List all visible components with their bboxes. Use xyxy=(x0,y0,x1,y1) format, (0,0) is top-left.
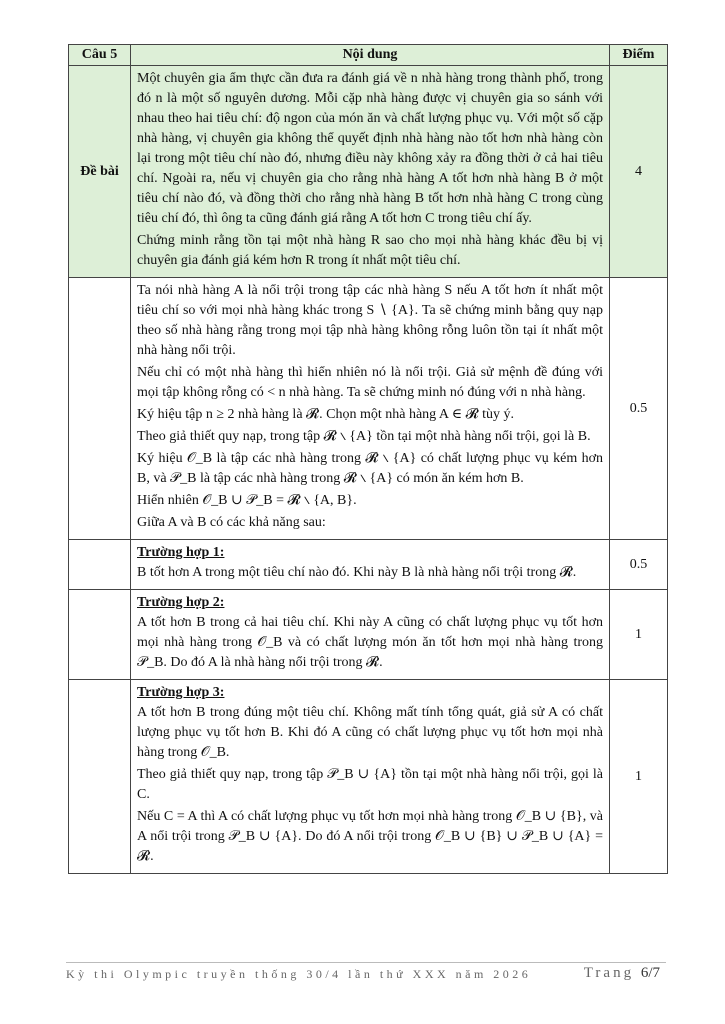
case3-paragraph-3: Nếu C = A thì A có chất lượng phục vụ tốt hơn mọi nhà hàng trong 𝒪_B ∪ {B}, và A nổi trội trong 𝒫_B ∪ {A}. Do đó A nổi trội trong 𝒪_B ∪ {B} ∪ 𝒫_B ∪ {A} = 𝓡. xyxy=(137,809,603,864)
problem-points: 4 xyxy=(610,66,668,278)
table-header-row xyxy=(69,45,668,66)
problem-statement xyxy=(131,66,610,278)
setup-content xyxy=(131,278,610,540)
setup-row xyxy=(69,278,668,540)
solution-table xyxy=(68,44,668,874)
case1-title: Trường hợp 1: xyxy=(137,545,225,560)
case2-row xyxy=(69,590,668,680)
setup-paragraph-1: Ta nói nhà hàng A là nổi trội trong tập các nhà hàng S nếu A tốt hơn ít nhất một tiêu chí so với mọi nhà hàng khác trong S ∖ {A}. Ta sẽ chứng minh bằng quy nạp theo số nhà hàng rằng trong mọi tập nhà hàng không rỗng luôn tồn tại ít nhất một nhà hàng nổi trội. xyxy=(137,283,603,358)
setup-paragraph-7: Giữa A và B có các khả năng sau: xyxy=(137,515,326,530)
page-indicator xyxy=(584,965,660,982)
case1-content xyxy=(131,540,610,590)
case2-content xyxy=(131,590,610,680)
case1-points: 0.5 xyxy=(610,540,668,590)
problem-row xyxy=(69,66,668,278)
case2-title: Trường hợp 2: xyxy=(137,595,225,610)
problem-paragraph-2: Chứng minh rằng tồn tại một nhà hàng R sao cho mọi nhà hàng khác đều bị vị chuyên gia đánh giá kém hơn R trong ít nhất một tiêu chí. xyxy=(137,233,603,268)
case3-paragraph-2: Theo giả thiết quy nạp, trong tập 𝒫_B ∪ {A} tồn tại một nhà hàng nổi trội, gọi là C. xyxy=(137,767,603,802)
page-label: Trang xyxy=(583,965,635,981)
case3-label-cell xyxy=(69,680,131,874)
footer-exam-name: Kỳ thi Olympic truyền thống 30/4 lần thứ XXX năm 2026 xyxy=(66,967,532,981)
setup-points: 0.5 xyxy=(610,278,668,540)
case3-paragraph-1: A tốt hơn B trong đúng một tiêu chí. Không mất tính tổng quát, giả sử A có chất lượng phục vụ tốt hơn B. Khi đó A cũng có chất lượng phục vụ tốt hơn mọi nhà hàng trong 𝒪_B. xyxy=(137,705,603,760)
page-footer xyxy=(66,962,666,982)
setup-label-cell xyxy=(69,278,131,540)
setup-paragraph-2: Nếu chỉ có một nhà hàng thì hiển nhiên nó là nổi trội. Giả sử mệnh đề đúng với mọi tập không rỗng có < n nhà hàng. Ta sẽ chứng minh nó đúng với n nhà hàng. xyxy=(137,365,603,400)
header-question: Câu 5 xyxy=(69,45,131,66)
problem-label: Đề bài xyxy=(69,66,131,278)
case1-row xyxy=(69,540,668,590)
page-number: 6/7 xyxy=(640,965,660,981)
case3-title: Trường hợp 3: xyxy=(137,685,225,700)
header-content: Nội dung xyxy=(131,45,610,66)
setup-paragraph-4: Theo giả thiết quy nạp, trong tập 𝓡 ∖ {A} tồn tại một nhà hàng nổi trội, gọi là B. xyxy=(137,429,591,444)
case2-text: A tốt hơn B trong cả hai tiêu chí. Khi này A cũng có chất lượng phục vụ tốt hơn mọi nhà hàng trong 𝒪_B và có chất lượng món ăn tốt hơn mọi nhà hàng trong 𝒫_B. Do đó A là nhà hàng nổi trội trong 𝓡. xyxy=(137,615,603,670)
setup-paragraph-3: Ký hiệu tập n ≥ 2 nhà hàng là 𝓡. Chọn một nhà hàng A ∈ 𝓡 tùy ý. xyxy=(137,407,515,422)
setup-paragraph-5: Ký hiệu 𝒪_B là tập các nhà hàng trong 𝓡 ∖ {A} có chất lượng phục vụ kém hơn B, và 𝒫_B là tập các nhà hàng trong 𝓡 ∖ {A} có món ăn kém hơn B. xyxy=(137,451,603,486)
setup-paragraph-6: Hiển nhiên 𝒪_B ∪ 𝒫_B = 𝓡 ∖ {A, B}. xyxy=(137,493,357,508)
case3-row xyxy=(69,680,668,874)
case3-points: 1 xyxy=(610,680,668,874)
case3-content xyxy=(131,680,610,874)
case1-text: B tốt hơn A trong một tiêu chí nào đó. Khi này B là nhà hàng nổi trội trong 𝓡. xyxy=(137,565,577,580)
header-points: Điểm xyxy=(610,45,668,66)
case2-label-cell xyxy=(69,590,131,680)
case2-points: 1 xyxy=(610,590,668,680)
problem-paragraph-1: Một chuyên gia ẩm thực cần đưa ra đánh giá về n nhà hàng trong thành phố, trong đó n là một số nguyên dương. Mỗi cặp nhà hàng được vị chuyên gia so sánh với nhau theo hai tiêu chí: độ ngon của món ăn và chất lượng phục vụ. Với một số cặp nhà hàng, vị chuyên gia không thể quyết định nhà hàng nào tốt hơn nhà hàng còn lại trong một tiêu chí nào đó, nhưng điều này không xảy ra đồng thời ở cả hai tiêu chí. Ngoài ra, nếu vị chuyên gia cho rằng nhà hàng A tốt hơn nhà hàng B ở một tiêu chí nào đó, và đồng thời cho rằng nhà hàng B tốt hơn nhà hàng C trong cùng tiêu chí đó, thì ông ta cũng đánh giá rằng A tốt hơn C trong tiêu chí ấy. xyxy=(137,71,603,226)
case1-label-cell xyxy=(69,540,131,590)
